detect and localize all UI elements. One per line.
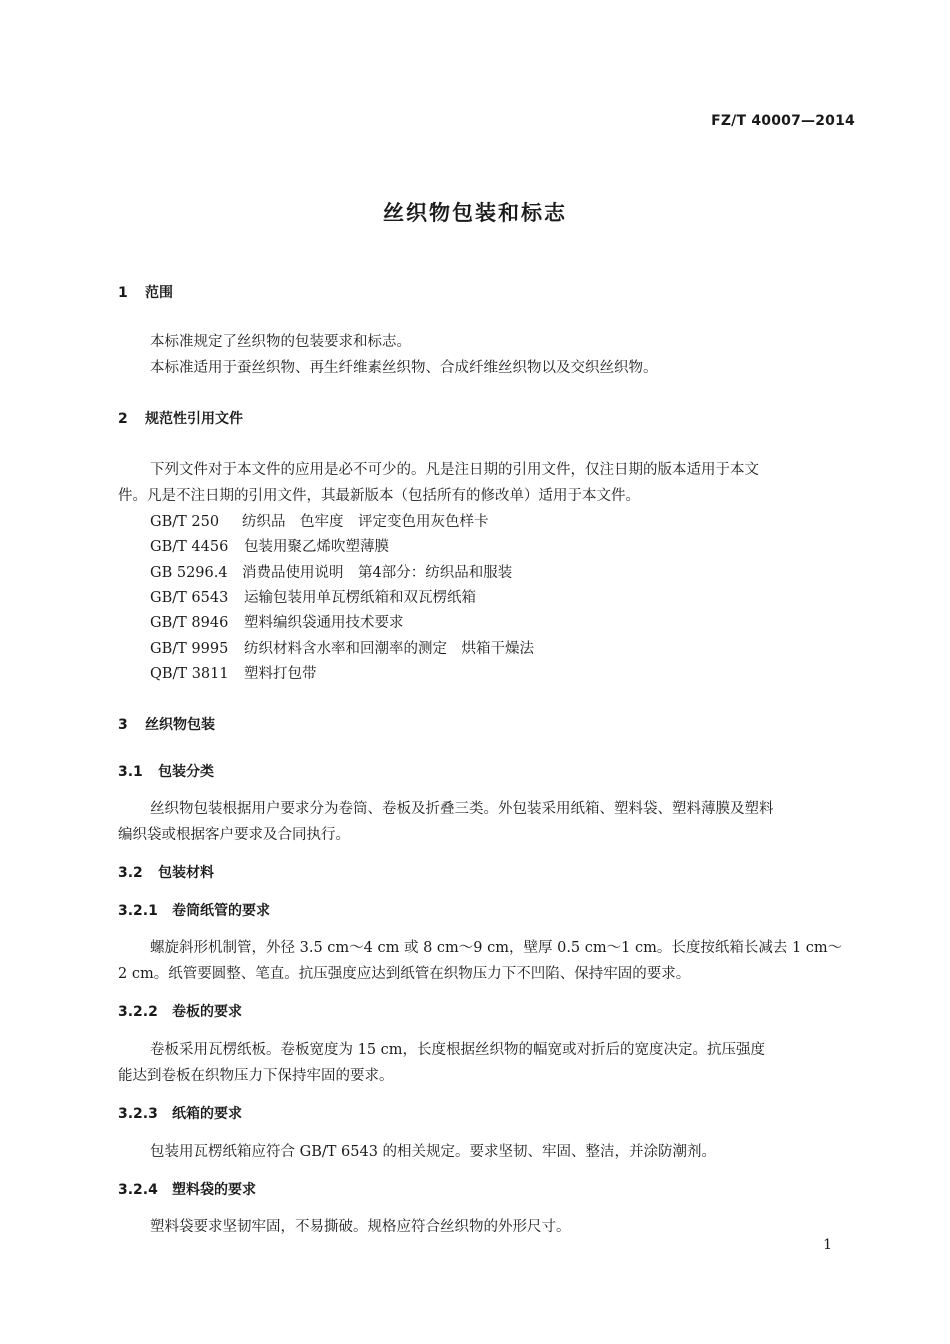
reference-title: 包装用聚乙烯吹塑薄膜 (244, 539, 389, 555)
paragraph: 能达到卷板在织物压力下保持牢固的要求。 (118, 1068, 394, 1084)
reference-code: GB 5296.4 (150, 565, 228, 581)
reference-code: GB/T 8946 (150, 615, 229, 631)
section-title: 丝织物包装 (145, 717, 215, 733)
subsection-3-2-4-heading (118, 1179, 256, 1199)
reference-title: 纺织材料含水率和回潮率的测定 烘箱干燥法 (244, 641, 534, 657)
section-title: 规范性引用文件 (145, 411, 243, 427)
reference-title: 运输包装用单瓦楞纸箱和双瓦楞纸箱 (244, 590, 476, 606)
reference-item (150, 611, 404, 632)
subsection-3-2-2-heading (118, 1001, 242, 1021)
section-2-heading (118, 408, 243, 428)
section-number: 3.2 (118, 865, 143, 881)
reference-title: 纺织品 色牢度 评定变色用灰色样卡 (242, 514, 489, 530)
paragraph: 塑料袋要求坚韧牢固，不易撕破。规格应符合丝织物的外形尺寸。 (150, 1219, 571, 1235)
reference-item (150, 535, 389, 556)
section-number: 3.2.1 (118, 903, 158, 919)
document-title: 丝织物包装和标志 (383, 201, 567, 225)
section-title: 包装分类 (158, 764, 214, 780)
section-title: 卷筒纸管的要求 (172, 903, 270, 919)
section-number: 3.2.3 (118, 1106, 158, 1122)
paragraph: 包装用瓦楞纸箱应符合 GB/T 6543 的相关规定。要求坚韧、牢固、整洁，并涂防潮剂。 (150, 1144, 717, 1160)
paragraph: 卷板采用瓦楞纸板。卷板宽度为 15 cm，长度根据丝织物的幅宽或对折后的宽度决定。抗压强度 (150, 1042, 766, 1058)
paragraph: 本标准适用于蚕丝织物、再生纤维素丝织物、合成纤维丝织物以及交织丝织物。 (150, 360, 658, 376)
paragraph: 丝织物包装根据用户要求分为卷筒、卷板及折叠三类。外包装采用纸箱、塑料袋、塑料薄膜及塑料 (150, 801, 774, 817)
reference-code: GB/T 250 (150, 514, 220, 530)
section-1-heading (118, 282, 173, 302)
page-number: 1 (823, 1237, 832, 1253)
section-number: 3.2.4 (118, 1182, 158, 1198)
subsection-3-2-heading (118, 862, 214, 882)
section-number: 1 (118, 285, 128, 301)
reference-code: GB/T 9995 (150, 641, 229, 657)
section-number: 3.1 (118, 764, 143, 780)
section-title: 纸箱的要求 (172, 1106, 242, 1122)
section-number: 3.2.2 (118, 1004, 158, 1020)
section-3-heading (118, 714, 215, 734)
reference-item (150, 637, 534, 658)
reference-item (150, 561, 512, 582)
reference-title: 塑料编织袋通用技术要求 (244, 615, 404, 631)
reference-item (150, 510, 489, 531)
reference-title: 塑料打包带 (244, 666, 317, 682)
subsection-3-1-heading (118, 761, 214, 781)
standard-code: FZ/T 40007—2014 (711, 113, 855, 129)
subsection-3-2-1-heading (118, 900, 270, 920)
paragraph: 下列文件对于本文件的应用是必不可少的。凡是注日期的引用文件，仅注日期的版本适用于本文 (150, 462, 759, 478)
reference-code: GB/T 6543 (150, 590, 229, 606)
section-title: 包装材料 (158, 865, 214, 881)
paragraph: 编织袋或根据客户要求及合同执行。 (118, 827, 350, 843)
section-title: 范围 (145, 285, 173, 301)
section-number: 2 (118, 411, 128, 427)
paragraph: 件。凡是不注日期的引用文件，其最新版本（包括所有的修改单）适用于本文件。 (118, 488, 640, 504)
reference-code: QB/T 3811 (150, 666, 229, 682)
section-title: 卷板的要求 (172, 1004, 242, 1020)
reference-item (150, 662, 317, 683)
reference-code: GB/T 4456 (150, 539, 229, 555)
reference-item (150, 586, 476, 607)
subsection-3-2-3-heading (118, 1103, 242, 1123)
section-number: 3 (118, 717, 128, 733)
section-title: 塑料袋的要求 (172, 1182, 256, 1198)
paragraph: 2 cm。纸管要圆整、笔直。抗压强度应达到纸管在织物压力下不凹陷、保持牢固的要求。 (118, 966, 691, 982)
paragraph: 螺旋斜形机制管，外径 3.5 cm～4 cm 或 8 cm～9 cm，壁厚 0.5 cm～1 cm。长度按纸箱长减去 1 cm～ (150, 940, 843, 956)
reference-title: 消费品使用说明 第4部分：纺织品和服装 (242, 565, 513, 581)
paragraph: 本标准规定了丝织物的包装要求和标志。 (150, 334, 411, 350)
